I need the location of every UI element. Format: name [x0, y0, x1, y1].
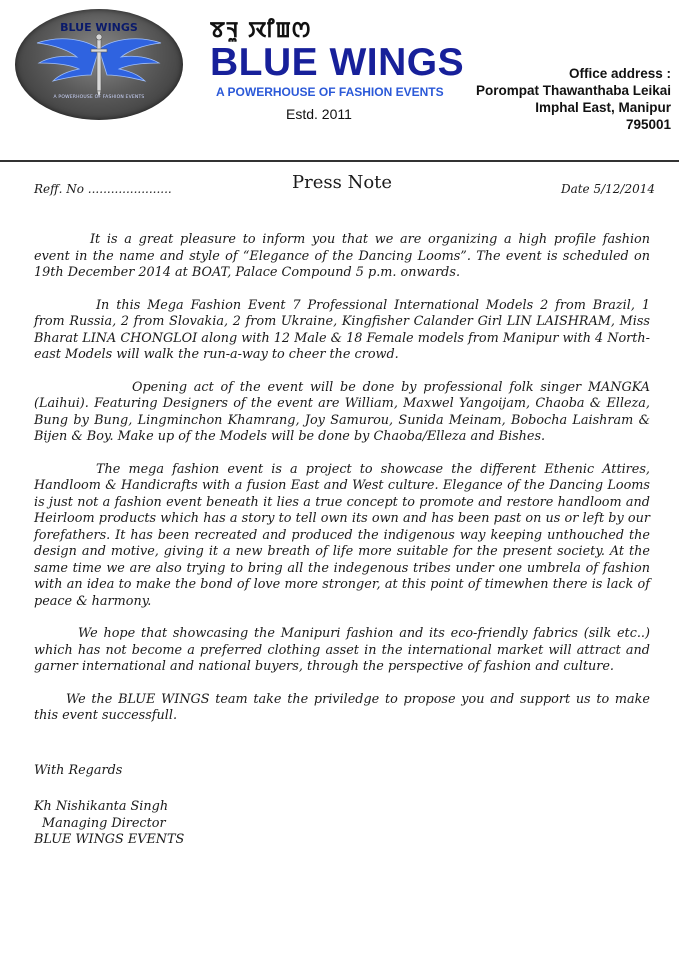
- paragraph: It is a great pleasure to inform you that we are organizing a high profile fashion event in the name and style of “Elegance of the Dancing Looms”. The event is scheduled on 19th December 2014 at BOAT, Palace Compound 5 p.m. onwards.: [34, 232, 650, 280]
- office-address-line: Imphal East, Manipur: [535, 100, 671, 115]
- paragraph: In this Mega Fashion Event 7 Professional International Models 2 from Brazil, 1 from Russia, 2 from Slovakia, 2 from Ukraine, Kingfisher Calander Girl LIN LAISHRAM, Miss Bharat LINA CHONGLOI along with 12 Male & 18 Female models from Manipur with 4 North-east Models will walk the run-a-way to cheer the crowd.: [34, 297, 650, 362]
- paragraph: We hope that showcasing the Manipuri fashion and its eco-friendly fabrics (silk etc..) which has not become a preferred clothing asset in the international market will attract and garner international and national buyers, through the perspective of fashion and culture.: [34, 626, 650, 674]
- signatory-company: BLUE WINGS EVENTS: [34, 832, 185, 847]
- logo-ring-text: A POWERHOUSE OF FASHION EVENTS: [53, 95, 145, 100]
- paragraph: We the BLUE WINGS team take the priviledge to propose you and support us to make this event successfull.: [34, 691, 650, 723]
- signatory-name: Kh Nishikanta Singh: [34, 799, 169, 814]
- brand-script-name: ꯕꯜꯨ ꯋꯤꯡꯁ: [210, 18, 312, 43]
- brand-tagline: A POWERHOUSE OF FASHION EVENTS: [216, 85, 444, 99]
- paragraph: The mega fashion event is a project to showcase the different Ethenic Attires, Handloom & Handicrafts with a fusion East and West culture. Elegance of the Dancing Looms is just not a fashion event beneath it lies a true concept to promote and restore handloom and Heirloom products which has a story to tell own its own and has been past on us or left by our forefathers. It has been recreated and produced the indigenous way keeping unthouched the design and motive, giving it a new breath of life more suitable for the present society. At the same time we are also trying to bring all the indegenous tribes under one umbrela of fashion with an idea to make the bond of love more stronger, at this point of timewhen there is lack of peace & harmony.: [34, 461, 650, 609]
- document-title: Press Note: [292, 172, 393, 193]
- signature-block: [34, 799, 650, 849]
- office-address-line: Porompat Thawanthaba Leikai: [475, 83, 671, 98]
- document-date: Date 5/12/2014: [560, 182, 655, 196]
- letterhead-divider: [0, 160, 679, 162]
- paragraph: Opening act of the event will be done by professional folk singer MANGKA (Laihui). Featuring Designers of the event are William, Maxwel Yangoijam, Chaoba & Elleza, Bung by Bung, Lingminchon Khamrang, Joy Samurou, Sunida Meinam, Bobocha Laishram & Bijen & Boy. Make up of the Models will be done by Chaoba/Elleza and Bishes.: [34, 379, 650, 444]
- signatory-title: Managing Director: [42, 815, 166, 831]
- reference-number: Reff. No ......................: [34, 182, 172, 196]
- letterhead: [0, 0, 679, 160]
- office-address-label: Office address :: [568, 66, 671, 81]
- office-address-line: 795001: [625, 117, 671, 132]
- established-year: Estd. 2011: [286, 106, 352, 122]
- letter-body: [34, 232, 650, 849]
- brand-name: BLUE WINGS: [210, 41, 465, 84]
- blue-wings-logo: [15, 9, 183, 120]
- logo-title: BLUE WINGS: [60, 21, 138, 34]
- office-address: [476, 65, 671, 133]
- sign-off: With Regards: [34, 762, 123, 778]
